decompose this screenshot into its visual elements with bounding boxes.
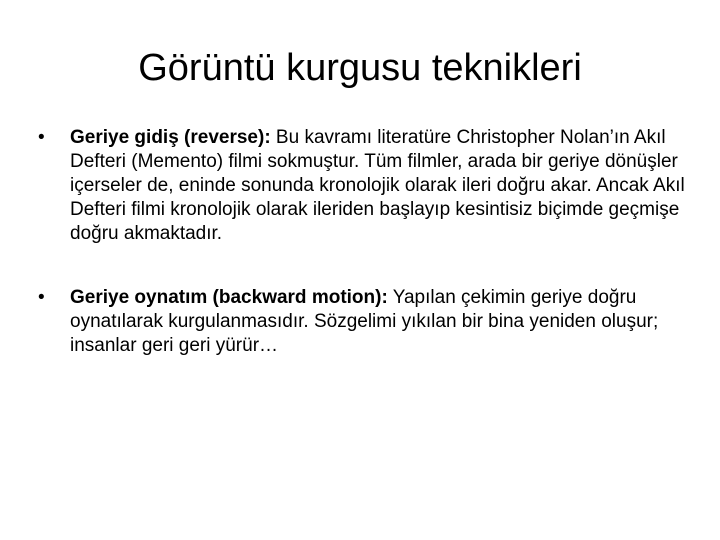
- bullet-item-reverse: [38, 126, 688, 246]
- bullet-text: Yapılan çekimin geriye doğru oynatılarak kurgulanmasıdır. Sözgelimi yıkılan bir bina yeniden oluşur; insanlar geri geri yürür…: [70, 287, 659, 356]
- slide-title: Görüntü kurgusu teknikleri: [138, 47, 582, 89]
- bullet-item-backward-motion: [38, 286, 688, 358]
- bullet-marker: •: [38, 287, 45, 308]
- bullet-marker: •: [38, 127, 45, 148]
- bullet-text: Bu kavramı literatüre Christopher Nolan’ın Akıl Defteri (Memento) filmi sokmuştur. Tüm filmler, arada bir geriye dönüşler içerseler de, eninde sonunda kronolojik olarak ileri doğru akar. Ancak Akıl Defteri filmi kronolojik olarak ileriden başlayıp kesintisiz biçimde geçmişe doğru akmaktadır.: [70, 127, 685, 244]
- bullet-term: Geriye oynatım (backward motion):: [70, 287, 388, 308]
- bullet-term: Geriye gidiş (reverse):: [70, 127, 271, 148]
- bullet-list: [38, 126, 688, 358]
